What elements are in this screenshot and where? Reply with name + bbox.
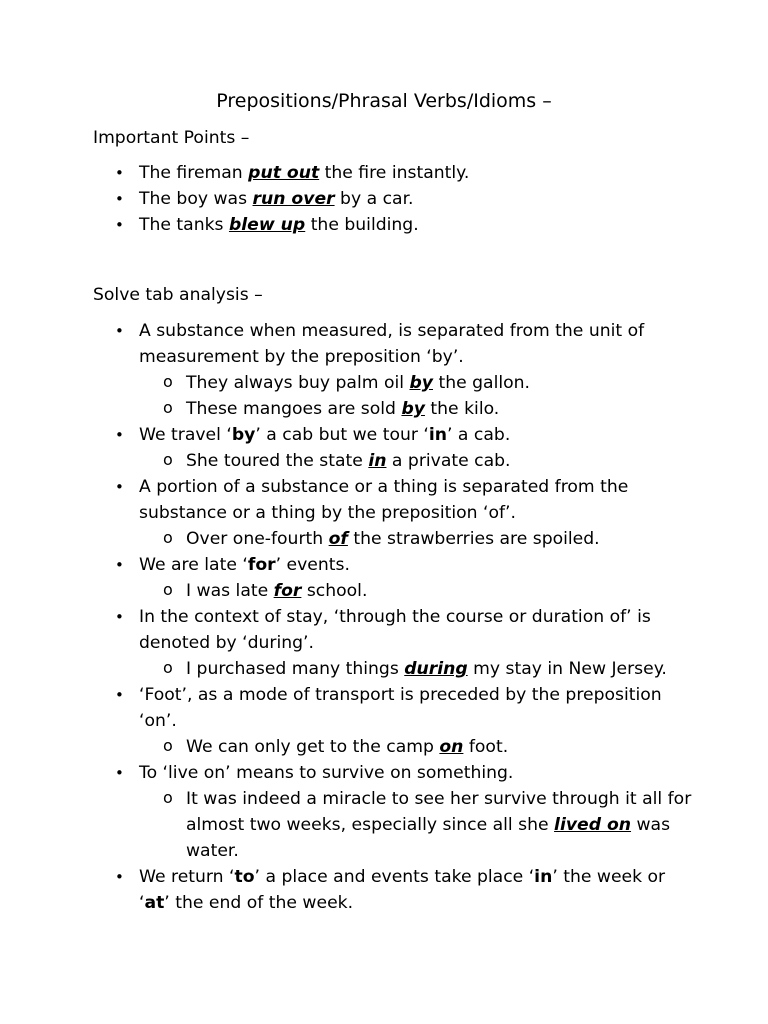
rule-item: • We return ‘to’ a place and events take place ‘in’ the week or ‘at’ the end of the week. (93, 864, 693, 916)
preposition: for (273, 581, 302, 601)
example-item: o She toured the state in a private cab. (93, 448, 693, 474)
preposition: in (368, 451, 387, 471)
list-item: • The fireman put out the fire instantly. (93, 160, 693, 186)
phrasal-verb: run over (252, 189, 335, 209)
rule-item: • In the context of stay, ‘through the course or duration of’ is denoted by ‘during’. (93, 604, 693, 656)
solve-tab-heading: Solve tab analysis – (93, 285, 263, 305)
phrasal-verb: put out (248, 163, 320, 183)
example-item: o I purchased many things during my stay in New Jersey. (93, 656, 693, 682)
circle-bullet-icon: o (163, 788, 173, 807)
rule-item: • ‘Foot’, as a mode of transport is preceded by the preposition ‘on’. (93, 682, 693, 734)
solve-tab-list (93, 318, 693, 916)
rule-item: • A substance when measured, is separated from the unit of measurement by the preposition ‘by’. (93, 318, 693, 370)
preposition: during (404, 659, 468, 679)
example-item: o These mangoes are sold by the kilo. (93, 396, 693, 422)
list-item: • The boy was run over by a car. (93, 186, 693, 212)
example-item: o It was indeed a miracle to see her survive through it all for almost two weeks, especially since all she lived on was water. (93, 786, 693, 864)
bullet-icon: • (115, 556, 124, 574)
rule-item: • A portion of a substance or a thing is separated from the substance or a thing by the preposition ‘of’. (93, 474, 693, 526)
circle-bullet-icon: o (163, 372, 173, 391)
list-item: • The tanks blew up the building. (93, 212, 693, 238)
preposition: by (401, 399, 425, 419)
preposition: of (328, 529, 348, 549)
bullet-icon: • (115, 764, 124, 782)
example-item: o They always buy palm oil by the gallon. (93, 370, 693, 396)
example-item: o We can only get to the camp on foot. (93, 734, 693, 760)
phrasal-verb: blew up (228, 215, 306, 235)
bullet-icon: • (115, 190, 124, 208)
rule-item: • To ‘live on’ means to survive on something. (93, 760, 693, 786)
important-points-list (93, 160, 693, 238)
circle-bullet-icon: o (163, 528, 173, 547)
bullet-icon: • (115, 478, 124, 496)
page-title: Prepositions/Phrasal Verbs/Idioms – (216, 90, 552, 112)
example-item: o Over one-fourth of the strawberries are spoiled. (93, 526, 693, 552)
bullet-icon: • (115, 608, 124, 626)
bullet-icon: • (115, 164, 124, 182)
bullet-icon: • (115, 322, 124, 340)
circle-bullet-icon: o (163, 398, 173, 417)
circle-bullet-icon: o (163, 736, 173, 755)
example-item: o I was late for school. (93, 578, 693, 604)
rule-item: • We travel ‘by’ a cab but we tour ‘in’ a cab. (93, 422, 693, 448)
rule-item: • We are late ‘for’ events. (93, 552, 693, 578)
circle-bullet-icon: o (163, 450, 173, 469)
bullet-icon: • (115, 868, 124, 886)
circle-bullet-icon: o (163, 580, 173, 599)
important-points-heading: Important Points – (93, 128, 250, 148)
preposition: on (439, 737, 464, 757)
preposition: by (409, 373, 433, 393)
phrasal-verb: lived on (554, 815, 632, 835)
bullet-icon: • (115, 216, 124, 234)
bullet-icon: • (115, 426, 124, 444)
circle-bullet-icon: o (163, 658, 173, 677)
bullet-icon: • (115, 686, 124, 704)
